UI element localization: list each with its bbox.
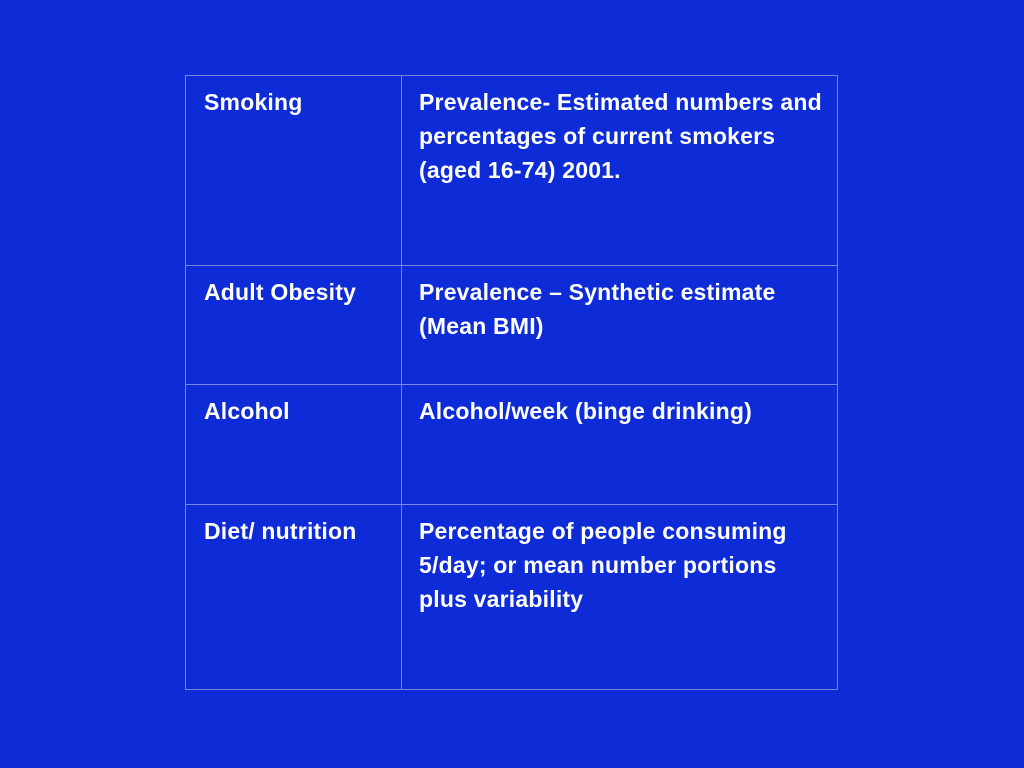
row-description: Percentage of people consuming 5/day; or mean number portions plus variability	[419, 518, 787, 612]
row-label: Smoking	[204, 89, 303, 115]
row-label: Alcohol	[204, 398, 290, 424]
row-description: Prevalence – Synthetic estimate (Mean BMI)	[419, 279, 776, 339]
table-row	[186, 265, 837, 384]
row-label: Adult Obesity	[204, 279, 357, 305]
row-description: Alcohol/week (binge drinking)	[419, 398, 752, 424]
table-row	[186, 384, 837, 504]
table-row	[186, 76, 837, 265]
indicator-table	[185, 75, 838, 690]
row-label: Diet/ nutrition	[204, 518, 357, 544]
row-description: Prevalence- Estimated numbers and percentages of current smokers (aged 16-74) 2001.	[419, 89, 822, 183]
table-row	[186, 504, 837, 689]
